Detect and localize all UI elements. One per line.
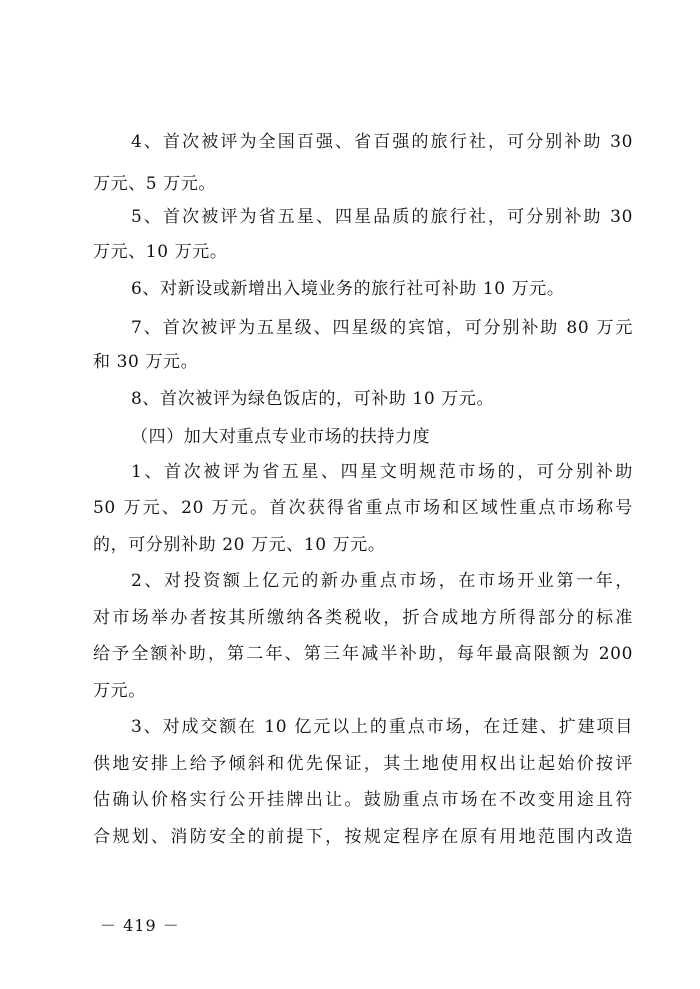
- paragraph-line: 对市场举办者按其所缴纳各类税收，折合成地方所得部分的标准: [93, 608, 633, 628]
- paragraph-line: 7、首次被评为五星级、四星级的宾馆，可分别补助 80 万元: [131, 318, 633, 338]
- paragraph-line: 5、首次被评为省五星、四星品质的旅行社，可分别补助 30: [131, 207, 633, 227]
- paragraph-line: 6、对新设或新增出入境业务的旅行社可补助 10 万元。: [131, 279, 565, 299]
- paragraph-line: 给予全额补助，第二年、第三年减半补助，每年最高限额为 200: [93, 644, 633, 664]
- paragraph-line: 合规划、消防安全的前提下，按规定程序在原有用地范围内改造: [93, 827, 633, 847]
- paragraph-line: 的，可分别补助 20 万元、10 万元。: [93, 535, 386, 555]
- paragraph-line: 3、对成交额在 10 亿元以上的重点市场，在迁建、扩建项目: [131, 717, 633, 737]
- section-heading: （四）加大对重点专业市场的扶持力度: [131, 427, 431, 447]
- page-number: － 419 －: [100, 916, 180, 935]
- paragraph-line: 4、首次被评为全国百强、省百强的旅行社，可分别补助 30: [131, 132, 633, 152]
- paragraph-line: 2、对投资额上亿元的新办重点市场，在市场开业第一年，: [131, 571, 633, 591]
- paragraph-line: 供地安排上给予倾斜和优先保证，其土地使用权出让起始价按评: [93, 754, 633, 774]
- paragraph-line: 万元、5 万元。: [93, 174, 217, 194]
- paragraph-line: 50 万元、20 万元。首次获得省重点市场和区域性重点市场称号: [93, 498, 633, 518]
- paragraph-line: 估确认价格实行公开挂牌出让。鼓励重点市场在不改变用途且符: [93, 790, 633, 810]
- paragraph-line: 万元。: [93, 681, 146, 701]
- paragraph-line: 8、首次被评为绿色饭店的，可补助 10 万元。: [131, 389, 495, 409]
- paragraph-line: 和 30 万元。: [93, 352, 199, 372]
- paragraph-line: 万元、10 万元。: [93, 242, 228, 262]
- paragraph-line: 1、首次被评为省五星、四星文明规范市场的，可分别补助: [131, 462, 633, 482]
